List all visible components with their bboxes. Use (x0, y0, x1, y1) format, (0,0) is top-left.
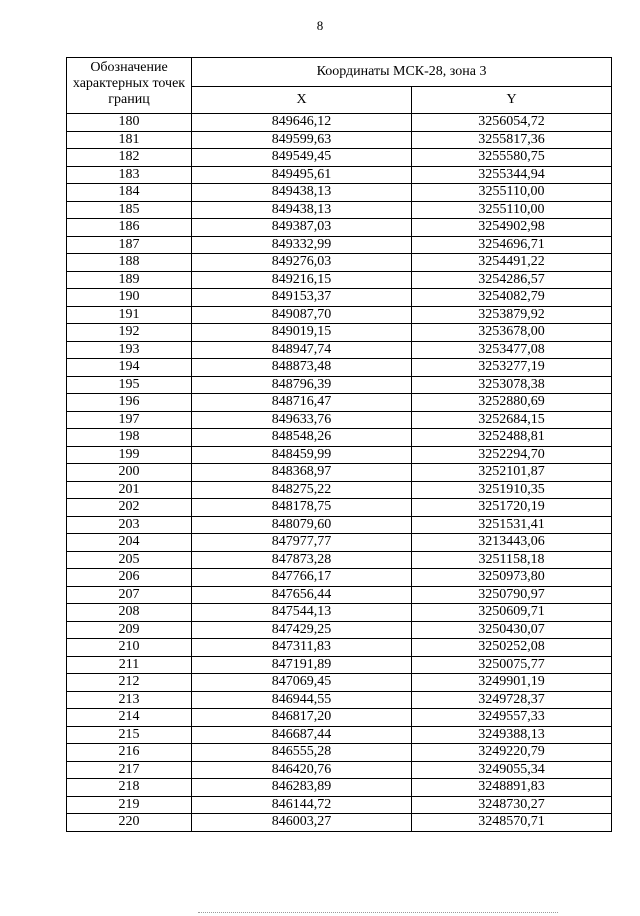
table-row (67, 236, 612, 254)
table-row (67, 429, 612, 447)
x-coordinate-cell: 848796,39 (192, 376, 412, 394)
designation-header: Обозначение характерных точек границ (67, 58, 192, 114)
y-coordinate-cell: 3248730,27 (412, 796, 612, 814)
y-coordinate-cell: 3249055,34 (412, 761, 612, 779)
table-row (67, 324, 612, 342)
point-number-cell: 199 (67, 446, 192, 464)
y-coordinate-cell: 3254082,79 (412, 289, 612, 307)
point-number-cell: 195 (67, 376, 192, 394)
table-row (67, 516, 612, 534)
point-number-cell: 200 (67, 464, 192, 482)
page-bottom-edge (198, 912, 558, 913)
y-coordinate-cell: 3254491,22 (412, 254, 612, 272)
x-coordinate-cell: 846944,55 (192, 691, 412, 709)
y-coordinate-cell: 3254696,71 (412, 236, 612, 254)
x-coordinate-cell: 847429,25 (192, 621, 412, 639)
y-coordinate-cell: 3250790,97 (412, 586, 612, 604)
y-coordinate-cell: 3250609,71 (412, 604, 612, 622)
y-coordinate-cell: 3250430,07 (412, 621, 612, 639)
point-number-cell: 209 (67, 621, 192, 639)
x-coordinate-cell: 849087,70 (192, 306, 412, 324)
x-coordinate-cell: 849387,03 (192, 219, 412, 237)
x-coordinate-cell: 848459,99 (192, 446, 412, 464)
y-coordinate-cell: 3255344,94 (412, 166, 612, 184)
x-coordinate-cell: 848716,47 (192, 394, 412, 412)
point-number-cell: 204 (67, 534, 192, 552)
point-number-cell: 206 (67, 569, 192, 587)
x-coordinate-cell: 848947,74 (192, 341, 412, 359)
point-number-cell: 186 (67, 219, 192, 237)
x-coordinate-cell: 847544,13 (192, 604, 412, 622)
point-number-cell: 214 (67, 709, 192, 727)
point-number-cell: 211 (67, 656, 192, 674)
x-coordinate-cell: 849332,99 (192, 236, 412, 254)
point-number-cell: 191 (67, 306, 192, 324)
y-coordinate-cell: 3253078,38 (412, 376, 612, 394)
x-coordinate-cell: 846817,20 (192, 709, 412, 727)
table-row (67, 446, 612, 464)
point-number-cell: 203 (67, 516, 192, 534)
y-coordinate-cell: 3251531,41 (412, 516, 612, 534)
table-body (67, 114, 612, 832)
point-number-cell: 180 (67, 114, 192, 132)
table-header (67, 58, 612, 114)
point-number-cell: 201 (67, 481, 192, 499)
x-coordinate-cell: 847766,17 (192, 569, 412, 587)
table-row (67, 464, 612, 482)
x-coordinate-cell: 848079,60 (192, 516, 412, 534)
table-row (67, 481, 612, 499)
y-coordinate-cell: 3251158,18 (412, 551, 612, 569)
point-number-cell: 187 (67, 236, 192, 254)
x-coordinate-cell: 849633,76 (192, 411, 412, 429)
x-coordinate-cell: 848178,75 (192, 499, 412, 517)
table-row (67, 114, 612, 132)
point-number-cell: 184 (67, 184, 192, 202)
table-row (67, 656, 612, 674)
x-coordinate-cell: 849019,15 (192, 324, 412, 342)
point-number-cell: 218 (67, 779, 192, 797)
y-coordinate-cell: 3249728,37 (412, 691, 612, 709)
point-number-cell: 210 (67, 639, 192, 657)
table-row (67, 306, 612, 324)
table-row (67, 166, 612, 184)
coordinates-table (66, 57, 612, 832)
table-row (67, 569, 612, 587)
y-coordinate-cell: 3252101,87 (412, 464, 612, 482)
point-number-cell: 183 (67, 166, 192, 184)
x-coordinate-cell: 849646,12 (192, 114, 412, 132)
point-number-cell: 212 (67, 674, 192, 692)
table-row (67, 761, 612, 779)
table-row (67, 796, 612, 814)
table-row (67, 289, 612, 307)
point-number-cell: 205 (67, 551, 192, 569)
x-coordinate-cell: 848275,22 (192, 481, 412, 499)
x-coordinate-cell: 846687,44 (192, 726, 412, 744)
x-coordinate-cell: 849438,13 (192, 201, 412, 219)
table-row (67, 359, 612, 377)
table-row (67, 534, 612, 552)
x-coordinate-cell: 849438,13 (192, 184, 412, 202)
y-coordinate-cell: 3249557,33 (412, 709, 612, 727)
point-number-cell: 189 (67, 271, 192, 289)
table-row (67, 726, 612, 744)
table-row (67, 376, 612, 394)
point-number-cell: 196 (67, 394, 192, 412)
point-number-cell: 198 (67, 429, 192, 447)
y-column-header: Y (412, 87, 612, 114)
y-coordinate-cell: 3253678,00 (412, 324, 612, 342)
x-coordinate-cell: 846283,89 (192, 779, 412, 797)
point-number-cell: 213 (67, 691, 192, 709)
table-row (67, 219, 612, 237)
y-coordinate-cell: 3249388,13 (412, 726, 612, 744)
y-coordinate-cell: 3248570,71 (412, 814, 612, 832)
x-coordinate-cell: 849216,15 (192, 271, 412, 289)
table-row (67, 131, 612, 149)
table-row (67, 621, 612, 639)
point-number-cell: 192 (67, 324, 192, 342)
y-coordinate-cell: 3249220,79 (412, 744, 612, 762)
point-number-cell: 208 (67, 604, 192, 622)
x-coordinate-cell: 848548,26 (192, 429, 412, 447)
x-coordinate-cell: 846144,72 (192, 796, 412, 814)
y-coordinate-cell: 3256054,72 (412, 114, 612, 132)
point-number-cell: 197 (67, 411, 192, 429)
table-row (67, 341, 612, 359)
y-coordinate-cell: 3252880,69 (412, 394, 612, 412)
point-number-cell: 182 (67, 149, 192, 167)
x-coordinate-cell: 847873,28 (192, 551, 412, 569)
x-coordinate-cell: 848873,48 (192, 359, 412, 377)
x-coordinate-cell: 848368,97 (192, 464, 412, 482)
table-row (67, 691, 612, 709)
x-coordinate-cell: 849599,63 (192, 131, 412, 149)
table-row (67, 411, 612, 429)
y-coordinate-cell: 3250075,77 (412, 656, 612, 674)
y-coordinate-cell: 3253477,08 (412, 341, 612, 359)
y-coordinate-cell: 3252294,70 (412, 446, 612, 464)
x-coordinate-cell: 849153,37 (192, 289, 412, 307)
y-coordinate-cell: 3251720,19 (412, 499, 612, 517)
point-number-cell: 202 (67, 499, 192, 517)
y-coordinate-cell: 3255110,00 (412, 184, 612, 202)
x-coordinate-cell: 846420,76 (192, 761, 412, 779)
table-row (67, 271, 612, 289)
page-number: 8 (316, 18, 324, 33)
y-coordinate-cell: 3255580,75 (412, 149, 612, 167)
point-number-cell: 217 (67, 761, 192, 779)
x-coordinate-cell: 847069,45 (192, 674, 412, 692)
table-row (67, 744, 612, 762)
table-row (67, 551, 612, 569)
y-coordinate-cell: 3248891,83 (412, 779, 612, 797)
x-coordinate-cell: 849495,61 (192, 166, 412, 184)
table-row (67, 586, 612, 604)
table-row (67, 709, 612, 727)
point-number-cell: 207 (67, 586, 192, 604)
point-number-cell: 215 (67, 726, 192, 744)
table-row (67, 201, 612, 219)
x-coordinate-cell: 847977,77 (192, 534, 412, 552)
x-coordinate-cell: 849549,45 (192, 149, 412, 167)
y-coordinate-cell: 3251910,35 (412, 481, 612, 499)
y-coordinate-cell: 3249901,19 (412, 674, 612, 692)
point-number-cell: 193 (67, 341, 192, 359)
table-row (67, 814, 612, 832)
point-number-cell: 220 (67, 814, 192, 832)
point-number-cell: 181 (67, 131, 192, 149)
table-row (67, 674, 612, 692)
x-coordinate-cell: 847191,89 (192, 656, 412, 674)
point-number-cell: 219 (67, 796, 192, 814)
y-coordinate-cell: 3253277,19 (412, 359, 612, 377)
y-coordinate-cell: 3250252,08 (412, 639, 612, 657)
table-row (67, 254, 612, 272)
x-coordinate-cell: 847311,83 (192, 639, 412, 657)
y-coordinate-cell: 3250973,80 (412, 569, 612, 587)
y-coordinate-cell: 3252488,81 (412, 429, 612, 447)
point-number-cell: 216 (67, 744, 192, 762)
y-coordinate-cell: 3255110,00 (412, 201, 612, 219)
x-coordinate-cell: 846555,28 (192, 744, 412, 762)
y-coordinate-cell: 3213443,06 (412, 534, 612, 552)
y-coordinate-cell: 3252684,15 (412, 411, 612, 429)
table-row (67, 779, 612, 797)
point-number-cell: 188 (67, 254, 192, 272)
point-number-cell: 194 (67, 359, 192, 377)
table-row (67, 149, 612, 167)
y-coordinate-cell: 3254902,98 (412, 219, 612, 237)
x-coordinate-cell: 846003,27 (192, 814, 412, 832)
table-row (67, 499, 612, 517)
table-row (67, 639, 612, 657)
table-row (67, 394, 612, 412)
y-coordinate-cell: 3255817,36 (412, 131, 612, 149)
point-number-cell: 185 (67, 201, 192, 219)
point-number-cell: 190 (67, 289, 192, 307)
x-coordinate-cell: 847656,44 (192, 586, 412, 604)
coordinates-group-header: Координаты МСК-28, зона 3 (192, 58, 612, 87)
y-coordinate-cell: 3253879,92 (412, 306, 612, 324)
table-row (67, 184, 612, 202)
x-column-header: X (192, 87, 412, 114)
y-coordinate-cell: 3254286,57 (412, 271, 612, 289)
x-coordinate-cell: 849276,03 (192, 254, 412, 272)
table-row (67, 604, 612, 622)
